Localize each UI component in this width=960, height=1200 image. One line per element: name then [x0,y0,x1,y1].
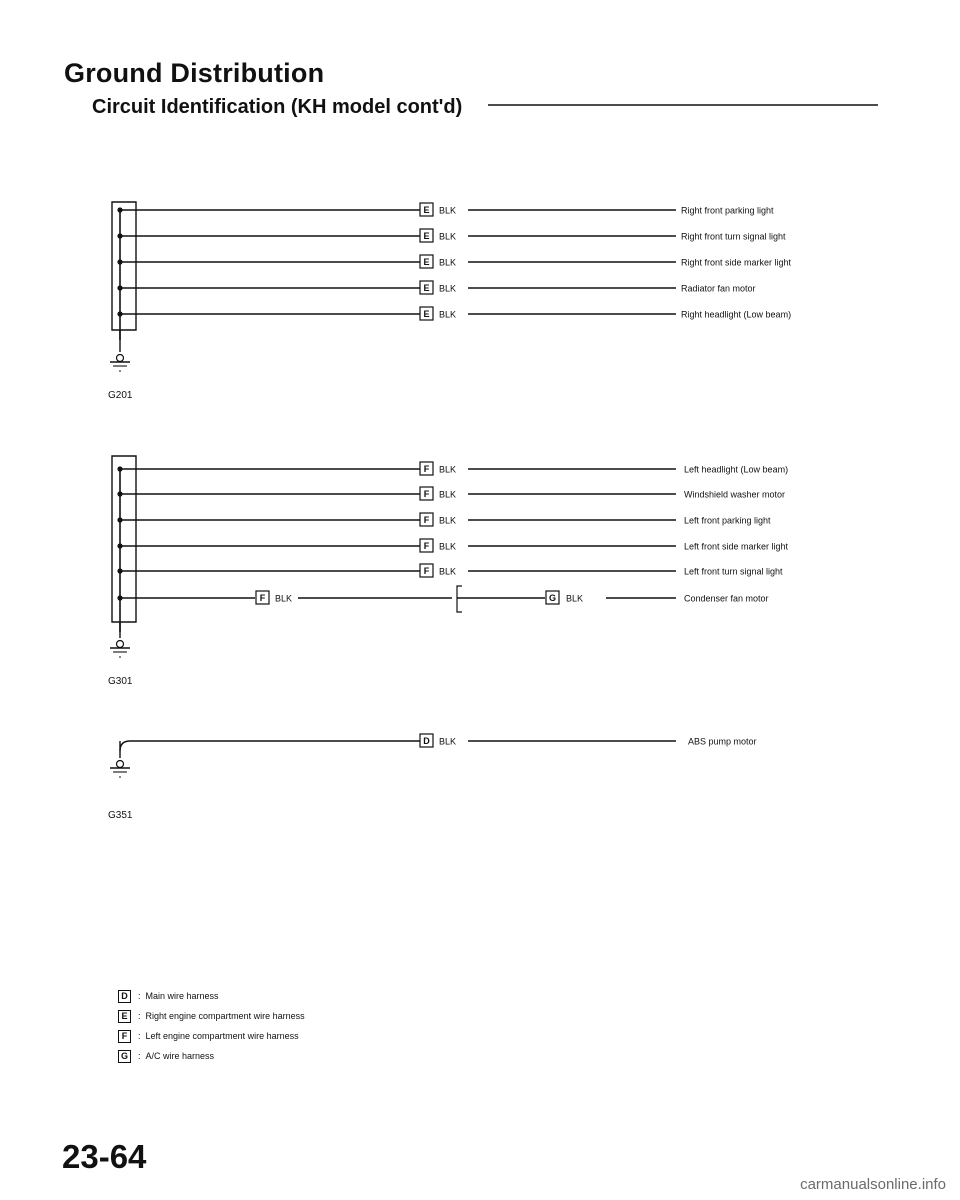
wire-color-label: BLK [439,205,457,216]
ground-point-label: G301 [108,676,133,687]
legend-code-box: E [118,1010,131,1023]
ground-connector-outline [112,202,136,330]
harness-code-label: E [423,257,430,268]
inline-connector [457,586,462,612]
component-label: Right front turn signal light [681,231,786,242]
legend-code-box: D [118,990,131,1003]
legend-item [118,1046,305,1066]
wire-color-label: BLK [439,736,457,747]
page-title: Ground Distribution [64,58,325,88]
harness-code-label: G [548,593,557,604]
wire-color-label: BLK [439,541,457,552]
ground-point-label: G351 [108,810,133,821]
legend-separator: : [138,1051,141,1061]
harness-legend [118,986,305,1066]
wire-color-label: BLK [439,231,457,242]
harness-code-label: F [423,541,430,552]
watermark: carmanualsonline.info [800,1176,946,1193]
wire-color-label: BLK [439,489,457,500]
harness-code-label: F [423,464,430,475]
wire-color-label: BLK [439,566,457,577]
ground-terminal [117,355,124,362]
component-label: Left front parking light [684,515,771,526]
legend-code-box: F [118,1030,131,1043]
harness-code-label: D [423,736,430,747]
legend-description: Right engine compartment wire harness [145,1011,305,1021]
harness-code-label: F [423,515,430,526]
wire-color-label: BLK [439,283,457,294]
ground-point-label: G201 [108,390,133,401]
section-subtitle: Circuit Identification (KH model cont'd) [92,96,463,118]
legend-code-box: G [118,1050,131,1063]
harness-code-label: E [423,205,430,216]
component-label: Windshield washer motor [684,489,786,500]
wire-color-label: BLK [439,464,457,475]
component-label: Right headlight (Low beam) [681,309,792,320]
component-label: Right front parking light [681,205,774,216]
wire-color-label: BLK [275,593,293,604]
harness-code-label: F [423,566,430,577]
wire-bend [120,741,130,751]
ground-terminal [117,761,124,768]
wire-color-label: BLK [439,515,457,526]
harness-code-label: F [423,489,430,500]
harness-code-label: E [423,231,430,242]
component-label: Condenser fan motor [684,593,769,604]
harness-code-label: E [423,283,430,294]
legend-separator: : [138,1011,141,1021]
component-label: Left front side marker light [684,541,789,552]
legend-description: Main wire harness [145,991,219,1001]
component-label: Right front side marker light [681,257,792,268]
legend-item [118,986,305,1006]
wire-color-label: BLK [566,593,584,604]
component-label: Left headlight (Low beam) [684,464,789,475]
component-label: Left front turn signal light [684,566,783,577]
page-number: 23-64 [62,1138,147,1175]
legend-description: A/C wire harness [145,1051,215,1061]
legend-description: Left engine compartment wire harness [145,1031,299,1041]
wire-color-label: BLK [439,257,457,268]
legend-item [118,1026,305,1046]
harness-code-label: F [259,593,266,604]
component-label: ABS pump motor [688,736,757,747]
wire-color-label: BLK [439,309,457,320]
ground-connector-outline [112,456,136,622]
legend-separator: : [138,1031,141,1041]
ground-terminal [117,641,124,648]
legend-item [118,1006,305,1026]
harness-code-label: E [423,309,430,320]
legend-separator: : [138,991,141,1001]
component-label: Radiator fan motor [681,283,756,294]
